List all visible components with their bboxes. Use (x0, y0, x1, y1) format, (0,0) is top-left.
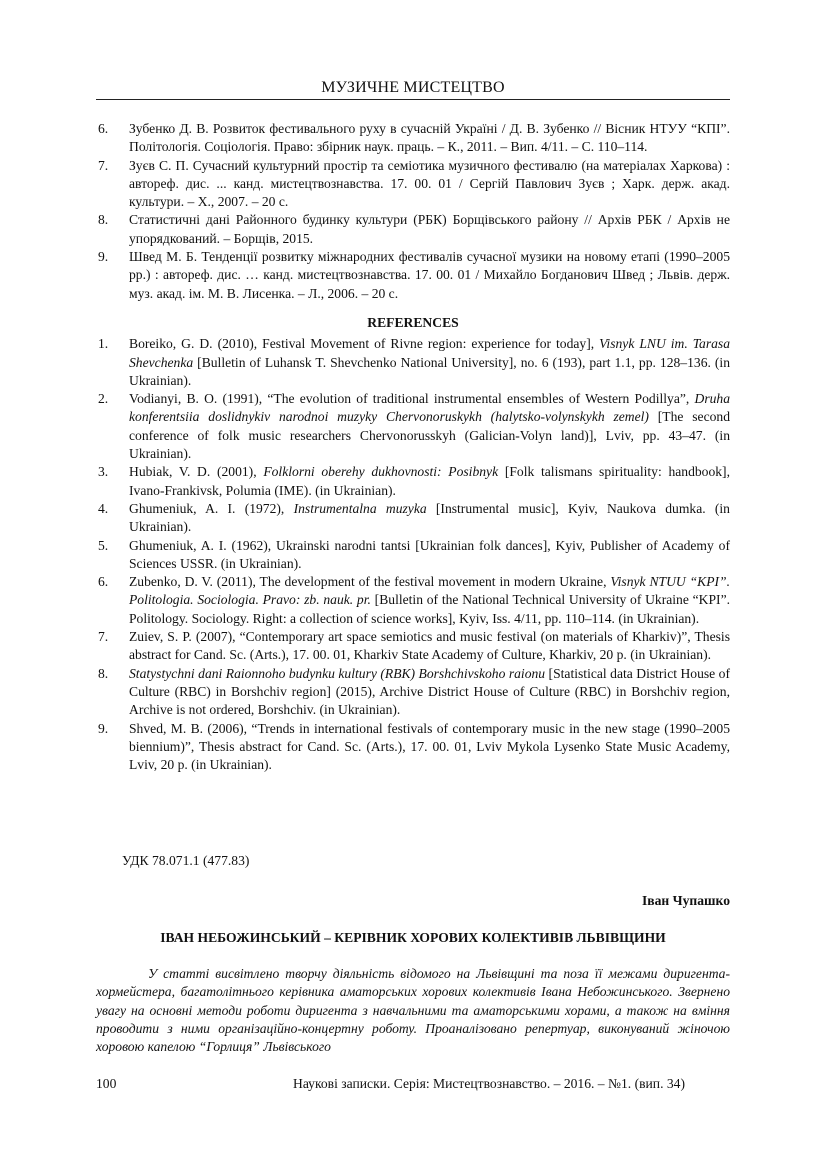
list-item (96, 335, 730, 390)
ref-text-pre: Boreiko, G. D. (2010), Festival Movement of Rivne region: experience for today], (129, 336, 600, 352)
article-abstract: У статті висвітлено творчу діяльність відомого на Львівщині та поза її межами диригента-хормейстера, багатолітнього керівника аматорських хорових колективів Івана Небожинського. Звернено увагу на основні методи роботи диригента з навчальними та аматорськими хорами, а також на вміння проводити з ними організаційно-концертну роботу. Проаналізовано репертуар, виконуваний жіночою хоровою капелою “Горлиця” Львівського (96, 966, 730, 1055)
ref-number: 3. (98, 464, 109, 480)
ref-number: 9. (98, 720, 109, 736)
ref-text-italic: Visnyk LNU im. Tarasa Shevchenka (129, 336, 731, 370)
ref-number: 8. (98, 212, 109, 228)
ref-text-italic: Instrumentalna muzyka (293, 500, 427, 516)
ref-text: Швед М. Б. Тенденції розвитку міжнародних фестивалів сучасної музики на новому етапі (1990–2005 рр.) : автореф. дис. … канд. мистецтвознавства. 17. 00. 01 / Михайло Богданович Швед ; Львів. держ. муз. акад. ім. М. В. Лисенка. – Л., 2006. – 20 с. (129, 249, 730, 301)
ref-text-post: [Bulletin of the National Technical University of Ukraine “KPI”. Politology. Sociology. Right: a collection of science works], Kyiv, Iss. 4/11, pp. 110–114. (in Ukrainian). (129, 592, 731, 626)
running-title: МУЗИЧНЕ МИСТЕЦТВО (321, 79, 505, 96)
ref-text: Статистичні дані Районного будинку культури (РБК) Борщівського району // Архів РБК / Архів не упорядкований. – Борщів, 2015. (129, 212, 730, 246)
ref-number: 7. (98, 629, 109, 645)
ref-text-italic: Visnyk NTUU “KPI”. Politologia. Sociologia. Pravo: zb. nauk. pr. (129, 574, 731, 608)
list-item (96, 248, 730, 303)
references-body (96, 120, 730, 774)
list-item (96, 157, 730, 212)
ref-text-italic: Druha konferentsiia doslidnykiv narodnoi muzyky Chervonoruskykh (halytsko-volynskykh zemel) (129, 391, 730, 425)
ref-text-italic: Folklorni oberehy dukhovnosti: Posibnyk (263, 464, 499, 480)
ref-text-pre: Vodianyi, B. O. (1991), “The evolution of traditional instrumental ensembles of Western Podillya”, (129, 391, 695, 407)
ref-text-pre: Ghumeniuk, A. I. (1972), (129, 500, 294, 516)
journal-citation: Наукові записки. Серія: Мистецтвознавство. – 2016. – №1. (вип. 34) (293, 1076, 685, 1091)
list-item (96, 500, 730, 537)
header-rule (96, 99, 730, 100)
ref-text-post: [Bulletin of Luhansk T. Shevchenko National University], no. 6 (193), part 1.1, pp. 128–136. (in Ukrainian). (129, 354, 730, 388)
ref-text-pre: Hubiak, V. D. (2001), (129, 464, 264, 480)
list-item (96, 573, 730, 628)
list-item (96, 628, 730, 665)
list-item (96, 463, 730, 500)
page-number: 100 (96, 1076, 117, 1091)
ref-number: 1. (98, 336, 109, 352)
ukrainian-references-list (96, 120, 730, 303)
list-item (96, 537, 730, 574)
list-item (96, 665, 730, 720)
ref-number: 9. (98, 249, 109, 265)
article-title: ІВАН НЕБОЖИНСЬКИЙ – КЕРІВНИК ХОРОВИХ КОЛЕКТИВІВ ЛЬВІВЩИНИ (160, 930, 666, 945)
list-item (96, 390, 730, 463)
ref-text-post: [Folk talismans spirituality: handbook], Ivano-Frankivsk, Polumia (IME). (in Ukrainian). (129, 464, 730, 498)
ref-number: 6. (98, 121, 109, 136)
article-author: Іван Чупашко (642, 893, 730, 908)
ref-text: Зубенко Д. В. Розвиток фестивального руху в сучасній Україні / Д. В. Зубенко // Вісник НТУУ “КПІ”. Політологія. Соціологія. Право: збірник наук. праць. – К., 2011. – Вип. 4/11. – С. 110–114. (129, 121, 730, 155)
ref-text-italic: Statystychni dani Raionnoho budynku kultury (RBK) Borshchivskoho raionu (129, 665, 546, 681)
english-references-list (96, 335, 730, 774)
ref-number: 7. (98, 157, 109, 173)
udk-code: УДК 78.071.1 (477.83) (122, 853, 250, 868)
list-item (96, 211, 730, 248)
ref-text-pre: Shved, M. B. (2006), “Trends in international festivals of contemporary music in the new stage (1990–2005 biennium)”, Thesis abstract for Cand. Sc. (Arts.), 17. 00. 01, Lviv Mykola Lysenko State Music Academy, Lviv, 20 p. (in Ukrainian). (129, 720, 730, 773)
list-item (96, 120, 730, 157)
ref-number: 6. (98, 574, 109, 590)
ref-number: 5. (98, 537, 109, 553)
ref-text: Зуєв С. П. Сучасний культурний простір та семіотика музичного фестивалю (на матеріалах Харкова) : автореф. дис. ... канд. мистецтвознавства. 17. 00. 01 / Сергій Павлович Зуєв ; Харк. держ. акад. культури. – Х., 2007. – 20 с. (129, 157, 730, 210)
ref-number: 2. (98, 391, 109, 407)
ref-text-pre: Ghumeniuk, A. I. (1962), Ukrainski narodni tantsi [Ukrainian folk dances], Kyiv, Publisher of Academy of Sciences USSR. (in Ukrainian). (129, 537, 730, 571)
ref-number: 4. (98, 500, 109, 516)
ref-text-post: [Instrumental music], Kyiv, Naukova dumka. (in Ukrainian). (129, 500, 730, 535)
references-heading: REFERENCES (367, 314, 459, 330)
ref-text-post: [Statistical data District House of Culture (RBC) in Borshchiv region] (2015), Archive District House of Culture (RBC) in Borshchiv region, Archive is not ordered, Borshchiv. (in Ukrainian). (129, 665, 730, 718)
ref-text-pre: Zuiev, S. P. (2007), “Contemporary art space semiotics and music festival (on materials of Kharkiv)”, Thesis abstract for Cand. Sc. (Arts.), 17. 00. 01, Kharkiv State Academy of Culture, Kharkiv, 20 p. (in Ukrainian). (129, 629, 730, 663)
ref-text-pre: Zubenko, D. V. (2011), The development of the festival movement in modern Ukraine, (129, 574, 611, 590)
ref-text-post: [The second conference of folk music researchers Chervonorusskyh (Galician-Volyn land)], Lviv, pp. 43–47. (in Ukrainian). (129, 409, 730, 462)
ref-number: 8. (98, 665, 109, 681)
list-item (96, 720, 730, 775)
